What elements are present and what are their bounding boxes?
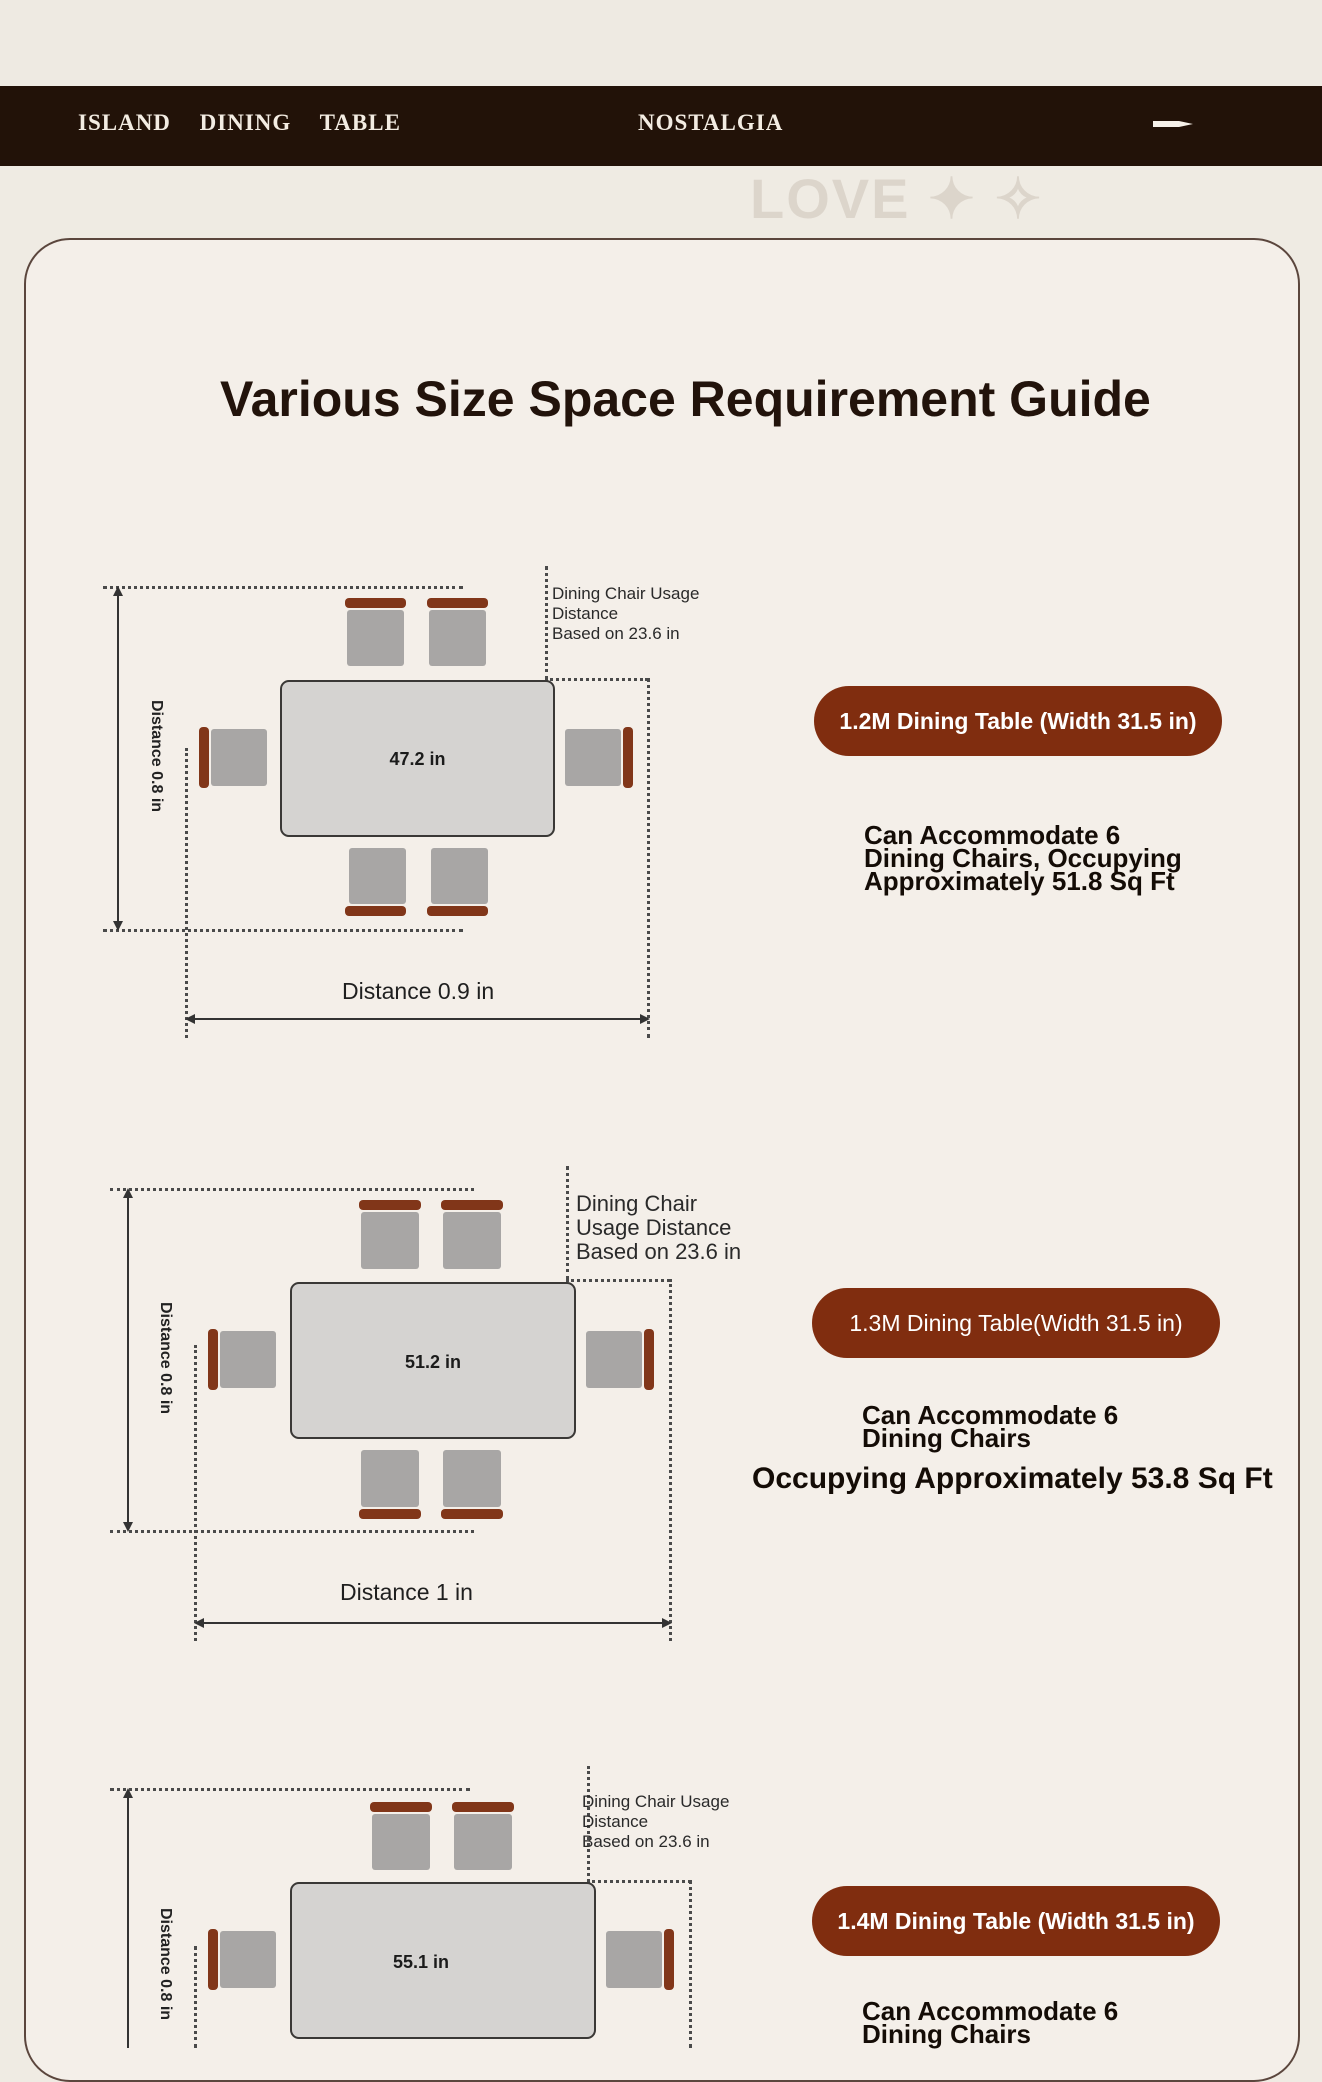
guide-right-v [669, 1279, 672, 1641]
top-strip [0, 0, 1322, 86]
guide-right [545, 566, 548, 680]
chair-rail [208, 1929, 218, 1990]
chair-rail [623, 727, 633, 788]
guide-top [110, 1788, 470, 1791]
guide-right [566, 1166, 569, 1280]
horizontal-measure [187, 1018, 646, 1020]
chair-rail [199, 727, 209, 788]
chair-usage-label: Dining Chair Usage Distance Based on 23.6 in [582, 1792, 730, 1851]
chair [606, 1931, 662, 1988]
capacity-description: Can Accommodate 6 Dining Chairs, Occupying Approximately 51.8 Sq Ft [864, 820, 1182, 896]
table-size-pill[interactable]: 1.2M Dining Table (Width 31.5 in) [814, 686, 1222, 756]
table-size-pill[interactable]: 1.3M Dining Table(Width 31.5 in) [812, 1288, 1220, 1358]
bottom-distance-label: Distance 0.9 in [342, 978, 495, 1004]
arrowhead-right [662, 1618, 672, 1628]
chair-rail [427, 906, 488, 916]
chair [361, 1212, 419, 1269]
arrowhead-up [123, 1788, 133, 1798]
guide-left-v [194, 1345, 197, 1641]
table-size-label: 47.2 in [389, 749, 446, 769]
chair [220, 1331, 276, 1388]
nav-word-table[interactable]: TABLE [319, 110, 401, 135]
chair-rail [208, 1329, 218, 1390]
nav-word-dining[interactable]: DINING [199, 110, 292, 135]
side-distance-label: Distance 0.8 in [157, 1908, 174, 2021]
chair-rail [359, 1200, 421, 1210]
arrowhead-left [185, 1014, 195, 1024]
chair [220, 1931, 276, 1988]
guide-top [103, 586, 463, 589]
arrow-right-icon[interactable] [1153, 116, 1193, 132]
top-nav [0, 86, 1322, 166]
watermark: LOVE ✦ ✧ [750, 167, 1044, 230]
arrowhead-down [123, 1522, 133, 1532]
arrowhead-up [123, 1188, 133, 1198]
chair-rail [441, 1200, 503, 1210]
chair-rail [345, 906, 406, 916]
horizontal-measure [196, 1622, 668, 1624]
guide-right-h [545, 678, 648, 681]
arrowhead-left [194, 1618, 204, 1628]
bottom-distance-label: Distance 1 in [340, 1579, 473, 1605]
guide-right-v [689, 1880, 692, 2048]
chair [361, 1450, 419, 1507]
table-size-pill[interactable]: 1.4M Dining Table (Width 31.5 in) [812, 1886, 1220, 1956]
chair [454, 1814, 512, 1870]
arrowhead-down [113, 921, 123, 931]
guide-left-v [194, 1946, 197, 2048]
chair [586, 1331, 642, 1388]
chair-rail [664, 1929, 674, 1990]
chair-rail [370, 1802, 432, 1812]
capacity-description: Can Accommodate 6 Dining Chairs [862, 1996, 1119, 2049]
chair-rail [441, 1509, 503, 1519]
vertical-measure [127, 1792, 129, 2048]
brand-name[interactable]: NOSTALGIA [638, 110, 784, 135]
guide-bottom [110, 1530, 474, 1533]
area-description: Occupying Approximately 53.8 Sq Ft [752, 1462, 1273, 1495]
capacity-description: Can Accommodate 6 Dining Chairs [862, 1400, 1119, 1453]
chair-rail [345, 598, 406, 608]
chair [443, 1450, 501, 1507]
chair-rail [427, 598, 488, 608]
vertical-measure [117, 590, 119, 927]
guide-right-v [647, 678, 650, 1038]
chair [372, 1814, 430, 1870]
page-title: Various Size Space Requirement Guide [220, 371, 1151, 427]
vertical-measure [127, 1192, 129, 1528]
guide-right-h [566, 1279, 670, 1282]
chair-rail [359, 1509, 421, 1519]
side-distance-label: Distance 0.8 in [148, 700, 165, 813]
guide-right-h [587, 1880, 691, 1883]
table-size-label: 55.1 in [392, 1952, 450, 1972]
table-size-label: 51.2 in [404, 1352, 462, 1372]
chair [347, 610, 404, 666]
chair-rail [644, 1329, 654, 1390]
chair [565, 729, 621, 786]
arrowhead-up [113, 586, 123, 596]
side-distance-label: Distance 0.8 in [157, 1302, 174, 1415]
guide-top [110, 1188, 474, 1191]
chair-usage-label: Dining Chair Usage Distance Based on 23.6 in [552, 584, 700, 643]
arrowhead-right [640, 1014, 650, 1024]
nav-title [78, 110, 423, 136]
chair [443, 1212, 501, 1269]
nav-word-island[interactable]: ISLAND [78, 110, 171, 135]
chair [211, 729, 267, 786]
chair-usage-label: Dining Chair Usage Distance Based on 23.6 in [576, 1191, 742, 1264]
chair [349, 848, 406, 904]
chair [431, 848, 488, 904]
chair-rail [452, 1802, 514, 1812]
guide-bottom [103, 929, 463, 932]
chair [429, 610, 486, 666]
guide-left-v [185, 748, 188, 1038]
